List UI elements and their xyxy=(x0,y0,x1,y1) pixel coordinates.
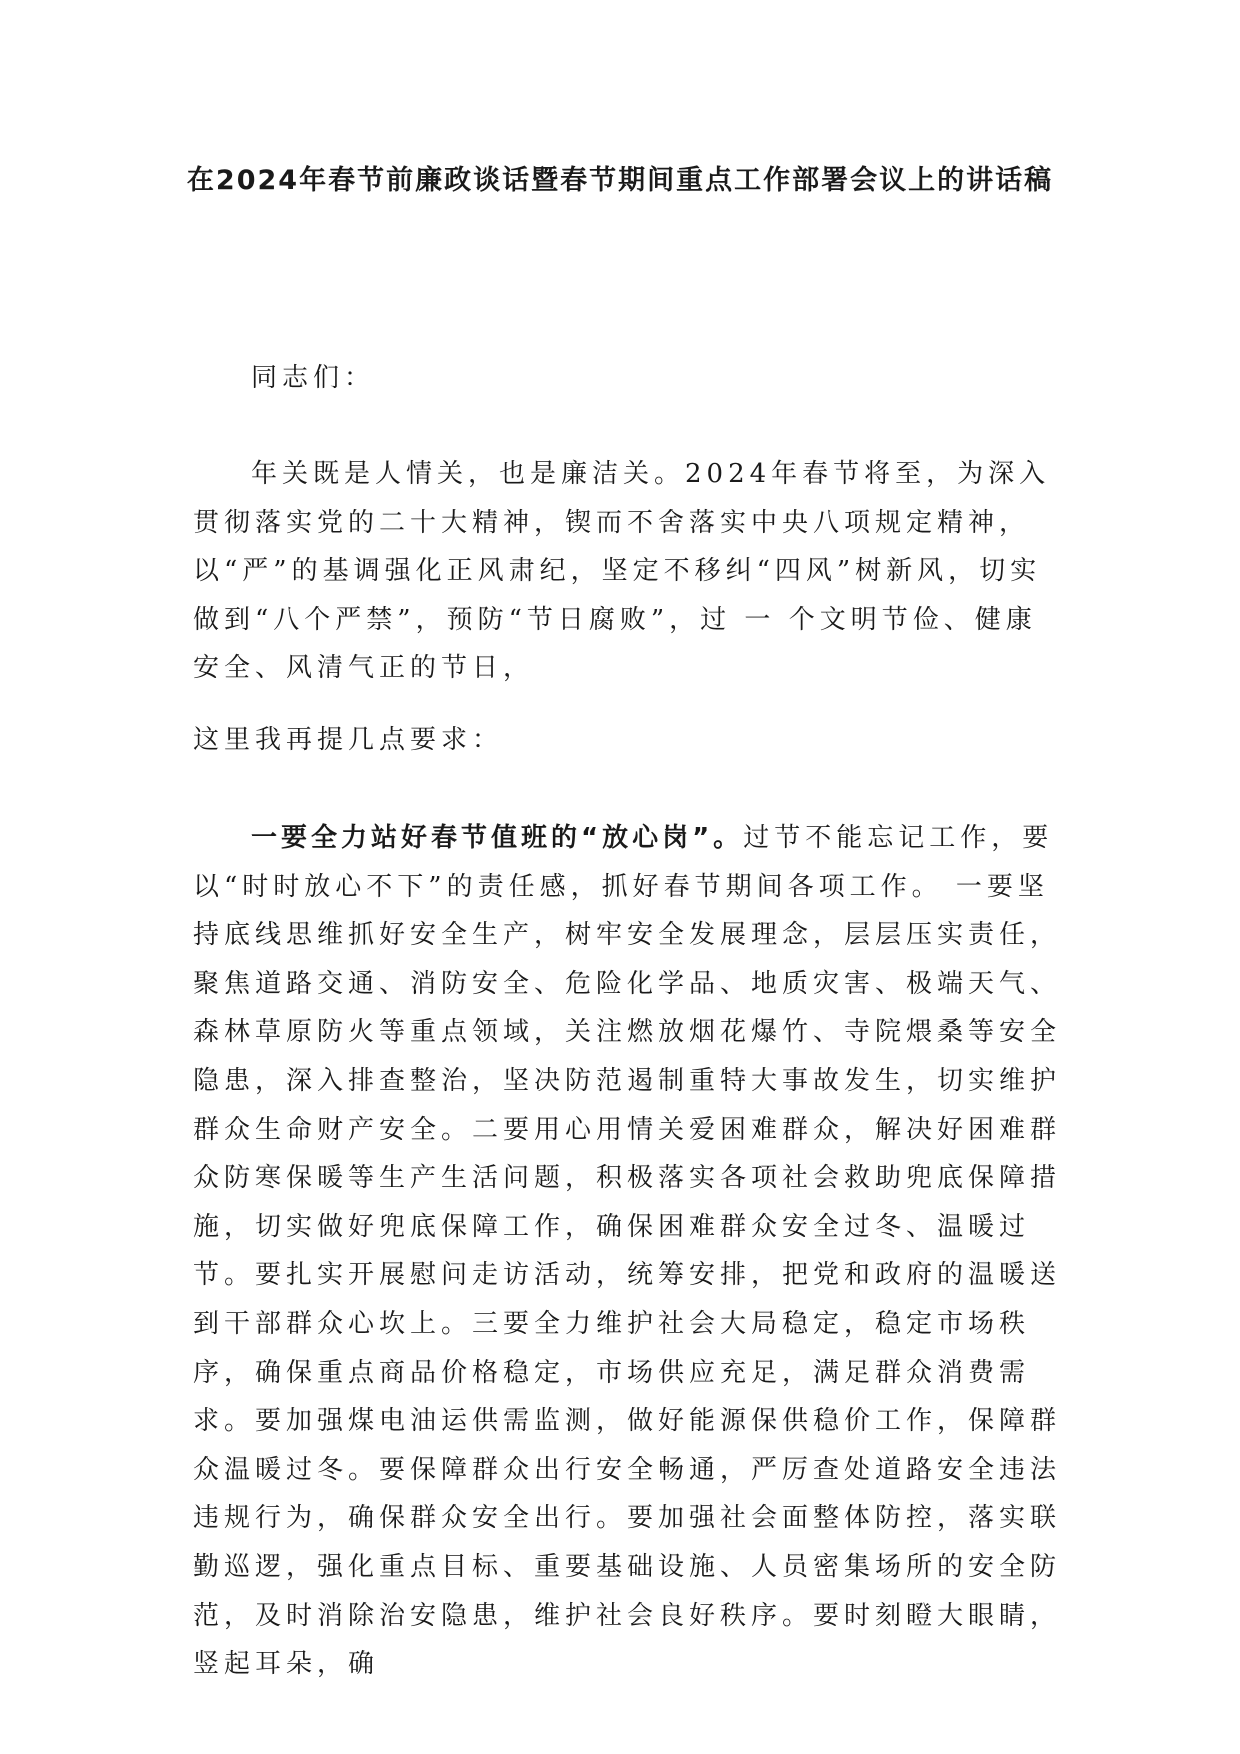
section-one-lead: 一要全力站好春节值班的“放心岗”。 xyxy=(251,823,744,853)
intro-paragraph: 年关既是人情关，也是廉洁关。2024年春节将至，为深入贯彻落实党的二十大精神，锲而不舍落实中央八项规定精神，以“严”的基调强化正风肃纪，坚定不移纠“四风”树新风，切实做到“八个严禁”，预防“节日腐败”，过 一 个文明节俭、健康安全、风清气正的节日， xyxy=(193,459,1051,684)
document-title: 在2024年春节前廉政谈话暨春节期间重点工作部署会议上的讲话稿 xyxy=(186,165,1054,196)
greeting-paragraph: 同志们： xyxy=(251,363,376,393)
section-one-paragraph xyxy=(193,814,1063,1689)
section-one-body: 过节不能忘记工作，要以“时时放心不下”的责任感，抓好春节期间各项工作。 一要坚持底线思维抓好安全生产，树牢安全发展理念，层层压实责任，聚焦道路交通、消防安全、危险化学品、地质灾害、极端天气、森林草原防火等重点领域，关注燃放烟花爆竹、寺院煨桑等安全隐患，深入排查整治，坚决防范遏制重特大事故发生，切实维护群众生命财产安全。二要用心用情关爱困难群众，解决好困难群众防寒保暖等生产生活问题，积极落实各项社会救助兜底保障措施，切实做好兜底保障工作，确保困难群众安全过冬、温暖过节。要扎实开展慰问走访活动，统筹安排，把党和政府的温暖送到干部群众心坎上。三要全力维护社会大局稳定，稳定市场秩序，确保重点商品价格稳定，市场供应充足，满足群众消费需求。要加强煤电油运供需监测，做好能源保供稳价工作，保障群众温暖过冬。要保障群众出行安全畅通，严厉查处道路安全违法违规行为，确保群众安全出行。要加强社会面整体防控，落实联勤巡逻，强化重点目标、重要基础设施、人员密集场所的安全防范，及时消除治安隐患，维护社会良好秩序。要时刻瞪大眼睛，竖起耳朵，确 xyxy=(193,823,1062,1680)
request-paragraph: 这里我再提几点要求： xyxy=(193,725,504,755)
